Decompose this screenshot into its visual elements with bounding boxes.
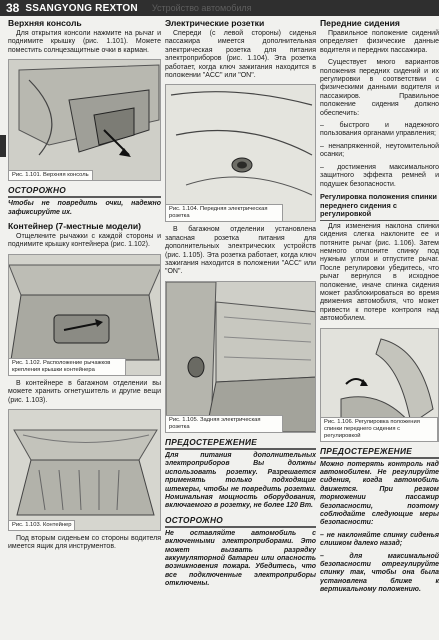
cargo-container-illustration: [9, 410, 161, 530]
paragraph: Правильное положение сидений определяет физические данные водителя и передних пассажира.: [320, 30, 439, 54]
figure-1-106: [320, 328, 439, 442]
header-ghost-text: Устройство автомобиля: [151, 3, 252, 13]
caution-text: Можно потерять контроль над автомобилем. Не регулируйте сидения, когда автомобиль движется. При резком торможении пассажир безопасности, поэтому соблюдайте следующие меры безопасности:: [320, 460, 439, 527]
figure-caption: Рис. 1.106. Регулировка положения спинки переднего сидения с регулировкой: [321, 417, 438, 441]
column-middle: [165, 18, 316, 640]
list-item: – достижения максимального защитного эффекта ремней и подушек безопасности.: [320, 163, 439, 188]
column-right: [320, 18, 439, 640]
figure-caption: Рис. 1.103. Контейнер: [9, 520, 75, 530]
paragraph: Отщелкните рычажки с каждой стороны и поднимите крышку контейнера (рис. 1.102).: [8, 233, 161, 249]
warning-text: Не оставляйте автомобиль с включенными электроприборами. Это может вызвать разрядку аккумуляторной батареи или опасность возникновения пожара. Убедитесь, что все подключенные электроприборы отключены.: [165, 529, 316, 588]
figure-1-103: [8, 409, 161, 531]
warning-title: ОСТОРОЖНО: [165, 515, 316, 528]
caution-title: ПРЕДОСТЕРЕЖЕНИЕ: [320, 446, 439, 459]
caution-list-item: – для максимальной безопасности отрегулируйте спинку так, чтобы она была установлена ближе к вертикальному положению.: [320, 552, 439, 594]
paragraph: Существует много вариантов положения передних сидений и их регулировки в соответствии с физическими данными водителя и пассажиров. Правильное положение сидения должно обеспечить:: [320, 59, 439, 117]
book-title: SSANGYONG REXTON: [25, 2, 138, 14]
warning-title: ОСТОРОЖНО: [8, 185, 161, 198]
caution-text: Для питания дополнительных электроприборов Вы должны использовать розетку. Разрешается применять только подходящие штекеры, чтобы не повредить розетки. Номинальная мощность оборудования, включаемого в розетку, не более 120 Вт.: [165, 451, 316, 510]
section-title-seatback-adjustment: Регулировка положения спинки переднего сидения с регулировкой: [320, 193, 439, 221]
page-number: 38: [6, 1, 20, 15]
figure-1-101: [8, 59, 161, 181]
list-item: – ненапряженной, неутомительной осанки;: [320, 142, 439, 159]
caution-list-item: – не наклоняйте спинку сиденья слишком далеко назад;: [320, 531, 439, 548]
paragraph: В багажном отделении установлена запасная розетка питания для дополнительных электрических устройств (рис. 1.105). Эта розетка работает, когда ключ зажигания находится в положении "ACC" или "ON".: [165, 226, 316, 276]
warning-text: Чтобы не повредить очки, надежно зафиксируйте их.: [8, 200, 161, 216]
figure-caption: Рис. 1.101. Верхняя консоль: [9, 170, 93, 180]
section-title-overhead-console: Верхняя консоль: [8, 18, 82, 28]
list-item: – быстрого и надежного пользования органами управления;: [320, 122, 439, 138]
front-power-outlet-illustration: [166, 85, 316, 221]
rear-power-outlet-illustration: [166, 282, 316, 432]
caution-title: ПРЕДОСТЕРЕЖЕНИЕ: [165, 437, 316, 450]
paragraph: Для открытия консоли нажмите на рычаг и поднимите крышку (рис. 1.101). Можете поместить солнцезащитные очки в карман.: [8, 30, 161, 54]
chapter-tab-marker: [0, 135, 6, 157]
figure-1-105: [165, 281, 316, 433]
column-left: [8, 18, 161, 640]
section-title-container: Контейнер (7-местные модели): [8, 221, 141, 232]
paragraph: Для изменения наклона спинки сидения слегка наклоните ее и потяните рычаг (рис. 1.106). Затем немного отклоните спинку под нужным углом и отпустите рычаг. После регулировки убедитесь, что рычаг вернулся в исходное положение, иначе спинка сидения может разблокироваться во время движения автомобиля, что может привести к потере контроля над автомобилем.: [320, 222, 439, 323]
figure-caption: Рис. 1.102. Расположение рычажков крепления крышки контейнера: [9, 358, 126, 375]
paragraph: Под вторым сиденьем со стороны водителя имеется ящик для инструментов.: [8, 535, 161, 551]
section-title-front-seats: Передние сидения: [320, 18, 400, 28]
page-header: [0, 0, 439, 16]
paragraph: В контейнере в багажном отделении вы можете хранить огнетушитель и другие вещи (рис. 1.103).: [8, 379, 161, 404]
figure-caption: Рис. 1.105. Задняя электрическая розетка: [166, 415, 283, 432]
cargo-container-lid-illustration: [9, 255, 161, 375]
figure-caption: Рис. 1.104. Передняя электрическая розетка: [166, 204, 283, 221]
overhead-console-illustration: [9, 60, 161, 180]
section-title-power-outlets: Электрические розетки: [165, 18, 265, 28]
paragraph: Спереди (с левой стороны) сиденья пассажира имеется дополнительная электрическая розетка для питания электроприборов (рис. 1.104). Эта розетка работает, когда ключ зажигания находится в положении "ACC" или "ON".: [165, 30, 316, 80]
figure-1-104: [165, 84, 316, 222]
figure-1-102: [8, 254, 161, 376]
